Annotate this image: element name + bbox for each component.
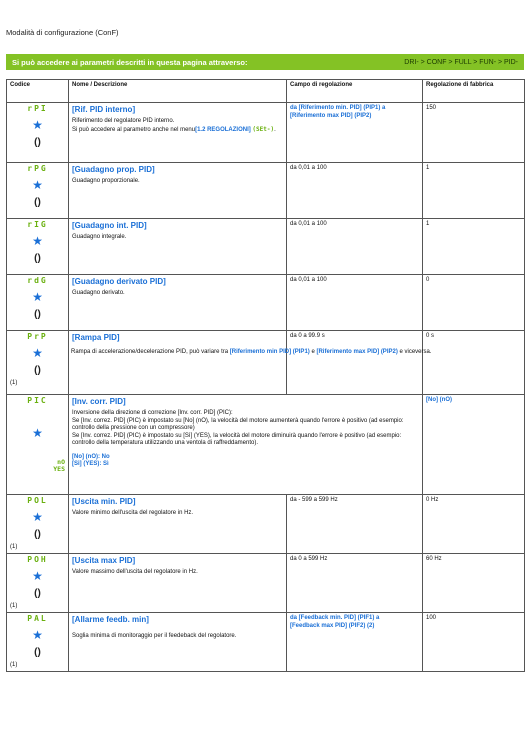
col-header-code: Codice [7,80,69,103]
access-arrows-icon: () [34,646,41,658]
param-name: [Guadagno int. PID] [72,221,147,230]
range-cell: da - 599 a 599 Hz [287,495,423,554]
table-row [7,495,525,554]
param-code: POL [27,496,48,505]
default-cell: 150 [423,103,525,163]
table-row [7,219,525,275]
code-cell [7,395,69,495]
param-name: [Guadagno prop. PID] [72,165,155,174]
default-cell: 0 s [423,331,525,395]
range-cell [287,613,423,672]
range-cell: da 0 a 599 Hz [287,554,423,613]
param-ref: [Riferimento max PID] (PIP2) [316,348,398,355]
name-cell [69,613,287,672]
star-icon: ★ [32,425,43,440]
star-icon: ★ [32,627,43,642]
option-code: YES [53,465,65,473]
access-arrows-icon: () [34,252,41,264]
param-code: PIC [27,396,48,405]
star-icon: ★ [32,233,43,248]
name-cell [69,554,287,613]
star-icon: ★ [32,345,43,360]
desc-line: e viceversa. [399,348,432,355]
param-name: [Uscita max PID] [72,556,136,565]
range-cell: da 0,01 a 100 [287,163,423,219]
table-header-row [7,80,525,103]
param-code: rdG [27,276,48,285]
param-description: Soglia minima di monitoraggio per il feedeback del regolatore. [72,633,237,639]
name-cell [69,395,423,495]
param-code: rIG [27,220,48,229]
desc-line: Riferimento del regolatore PID interno. [72,118,175,124]
param-name: [Guadagno derivato PID] [72,277,166,286]
running-header: Modalità di configurazione (ConF) [6,28,119,37]
range-cell: da 0,01 a 100 [287,219,423,275]
footnote-ref: (1) [10,543,18,550]
param-name: [Inv. corr. PID] [72,397,126,406]
access-arrows-icon: () [34,364,41,376]
table-row [7,331,525,395]
access-arrows-icon: () [34,136,41,148]
default-cell: [No] (nO) [423,395,525,495]
table-row [7,554,525,613]
menu-code: (SEt-) [252,125,275,133]
param-name: [Allarme feedb. min] [72,615,149,624]
col-header-name: Nome / Descrizione [69,80,287,103]
range-cell: da 0,01 a 100 [287,275,423,331]
desc-line: Se [Inv. correz. PID] (PIC) è impostato su [No] (nO), la velocità del motore aumenterà quando l'errore è positivo (ad esempio: controllo della pressione con un compressore) [72,417,404,431]
code-cell [7,103,69,163]
param-name: [Rif. PID interno] [72,105,136,114]
star-icon: ★ [32,177,43,192]
table-row [7,613,525,672]
code-cell [7,331,69,395]
range-value: [Riferimento max PID] (PIP2) [290,112,372,119]
range-value: [Feedback max PID] (PIF2) (2) [290,622,375,629]
param-description: Guadagno proporzionale. [72,178,140,184]
code-cell [7,275,69,331]
default-cell: 100 [423,613,525,672]
param-description: Valore massimo dell'uscita del regolatore in Hz. [72,569,198,575]
param-code: POH [27,555,48,564]
options-list [72,454,419,469]
access-arrows-icon: () [34,196,41,208]
desc-line: e [311,348,315,355]
param-description [72,410,419,448]
param-description: Riferimento del regolatore PID interno. Si può accedere al parametro anche nel menu[1.2 REGOLAZIONI] (SEt-). [72,118,276,133]
name-cell [69,163,287,219]
default-cell: 1 [423,219,525,275]
param-code: PAL [27,614,48,623]
name-cell [69,103,287,163]
param-code: rPG [27,164,48,173]
range-value: da [Feedback min. PID] (PIF1) a [290,615,380,621]
menu-ref-link[interactable]: [1.2 REGOLAZIONI] [195,126,251,133]
access-arrows-icon: () [34,528,41,540]
code-cell [7,554,69,613]
param-description: Valore minimo dell'uscita del regolatore in Hz. [72,510,194,516]
col-header-range: Campo di regolazione [287,80,423,103]
col-header-default: Regolazione di fabbrica [423,80,525,103]
access-path-banner [6,54,524,70]
name-cell [69,331,287,395]
name-cell [69,219,287,275]
default-cell: 0 Hz [423,495,525,554]
desc-line: Rampa di accelerazione/decelerazione PID, può variare tra [71,348,229,355]
parameters-table [6,79,525,672]
banner-title: Si può accedere ai parametri descritti in questa pagina attraverso: [12,57,248,67]
param-name: [Rampa PID] [72,333,120,342]
range-value: da [Riferimento min. PID] (PIP1) a [290,105,386,111]
footnote-ref: (1) [10,379,18,386]
default-cell: 0 [423,275,525,331]
code-cell [7,163,69,219]
table-row [7,275,525,331]
code-cell [7,219,69,275]
param-name: [Uscita min. PID] [72,497,136,506]
star-icon: ★ [32,117,43,132]
param-code: PrP [27,332,48,341]
param-ref: [Riferimento min PID] (PIP1) [229,348,310,355]
option-item: [No] (nO): No [72,453,110,460]
star-icon: ★ [32,509,43,524]
range-cell [287,103,423,163]
param-description-wide [71,349,517,357]
range-cell: da 0 a 99.9 s [287,331,423,395]
code-cell [7,495,69,554]
table-row [7,395,525,495]
footnote-ref: (1) [10,661,18,668]
param-description: Guadagno integrale. [72,234,127,240]
param-description: Guadagno derivato. [72,290,125,296]
option-code: nO [57,457,65,466]
desc-line: Se [Inv. correz. PID] (PIC) è impostato su [Sì] (YES), la velocità del motore diminuirà quando l'errore è positivo (ad esempio: controllo della temperatura utilizzando una ventola di raffreddamento). [72,432,402,446]
table-row [7,163,525,219]
name-cell [69,495,287,554]
menu-path: DRI- > CONF > FULL > FUN- > PID- [404,58,518,66]
table-row [7,103,525,163]
default-cell: 1 [423,163,525,219]
access-arrows-icon: () [34,587,41,599]
star-icon: ★ [32,568,43,583]
default-cell: 60 Hz [423,554,525,613]
code-cell [7,613,69,672]
option-item: [Sì] (YES): Sì [72,461,109,467]
desc-line: Inversione della direzione di correzione [Inv. corr. PID] (PIC): [72,410,233,416]
param-code: rPI [27,104,48,113]
desc-line: Si può accedere al parametro anche nel menu [72,126,196,133]
star-icon: ★ [32,289,43,304]
option-codes [10,459,65,474]
name-cell [69,275,287,331]
footnote-ref: (1) [10,602,18,609]
access-arrows-icon: () [34,308,41,320]
